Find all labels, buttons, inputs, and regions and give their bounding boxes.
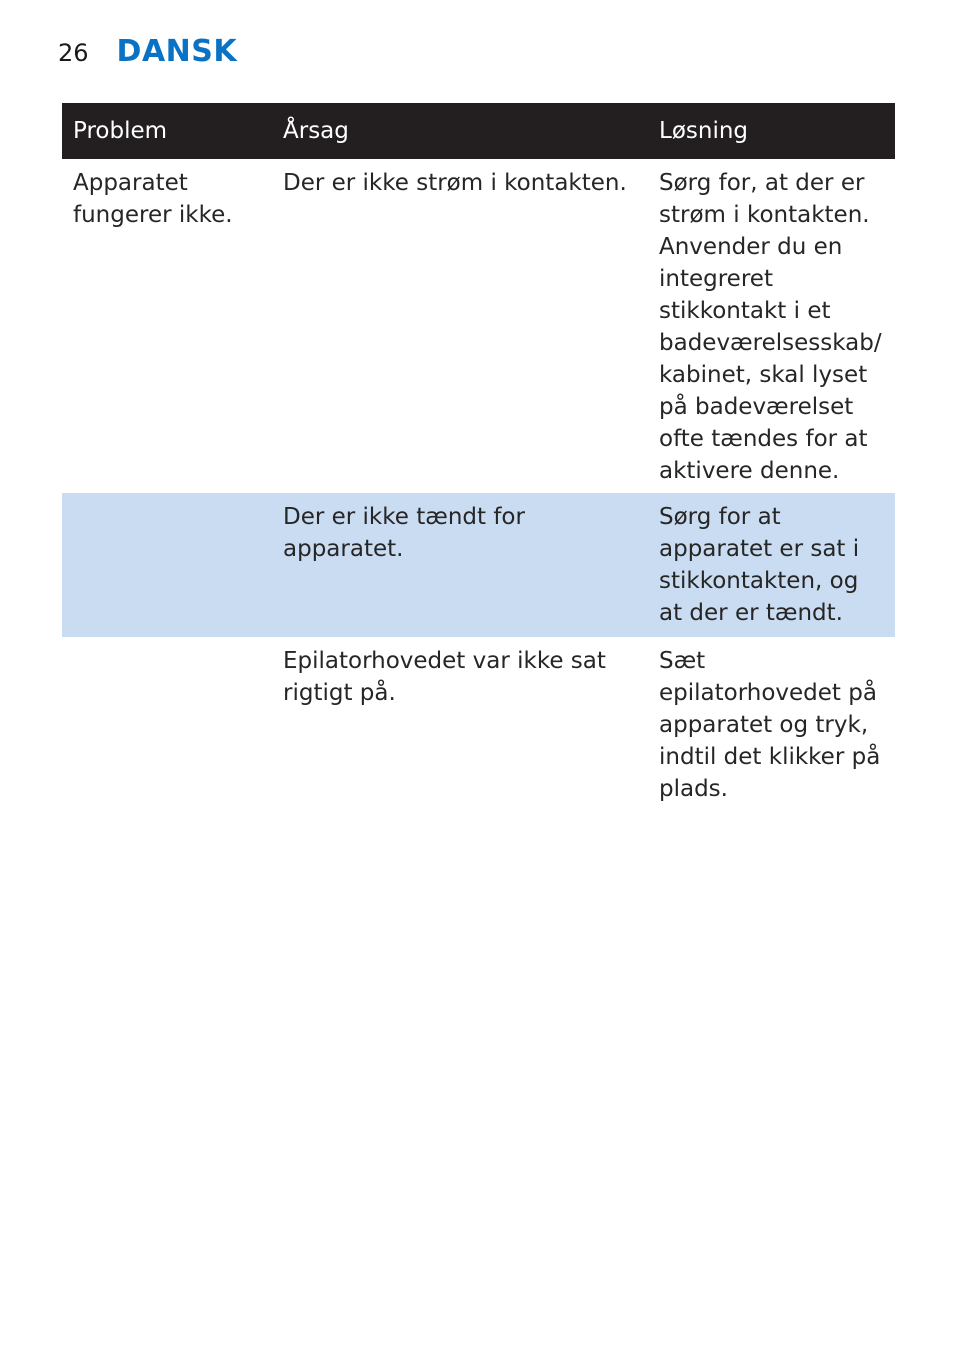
column-header-solution: Løsning	[648, 103, 895, 159]
column-header-problem: Problem	[62, 103, 272, 159]
cell-problem	[62, 493, 272, 637]
cell-cause: Der er ikke tændt for apparatet.	[272, 493, 648, 637]
cell-solution: Sæt epilatorhovedet på apparatet og tryk, indtil det klikker på plads.	[659, 648, 881, 802]
cell-problem: Apparatet fungerer ikke.	[73, 170, 233, 228]
cell-solution: Sørg for, at der er strøm i kontakten. Anvender du en integreret stikkontakt i et badeværelsesskab/ kabinet, skal lyset på badeværelset ofte tændes for at aktivere denne.	[659, 170, 882, 484]
cell-cause: Der er ikke strøm i kontakten.	[283, 170, 627, 196]
cell-problem	[62, 637, 272, 811]
page-header	[58, 34, 237, 74]
table-header-row	[62, 103, 895, 159]
cell-cause: Epilatorhovedet var ikke sat rigtigt på.	[283, 648, 606, 706]
table-row	[62, 493, 895, 637]
table-row	[62, 637, 895, 811]
section-language-title: DANSK	[116, 34, 238, 69]
cell-solution: Sørg for at apparatet er sat i stikkontakten, og at der er tændt.	[648, 493, 895, 637]
column-header-cause: Årsag	[272, 103, 648, 159]
page-number: 26	[58, 39, 89, 67]
troubleshooting-table	[62, 103, 895, 811]
table-row	[62, 159, 895, 493]
